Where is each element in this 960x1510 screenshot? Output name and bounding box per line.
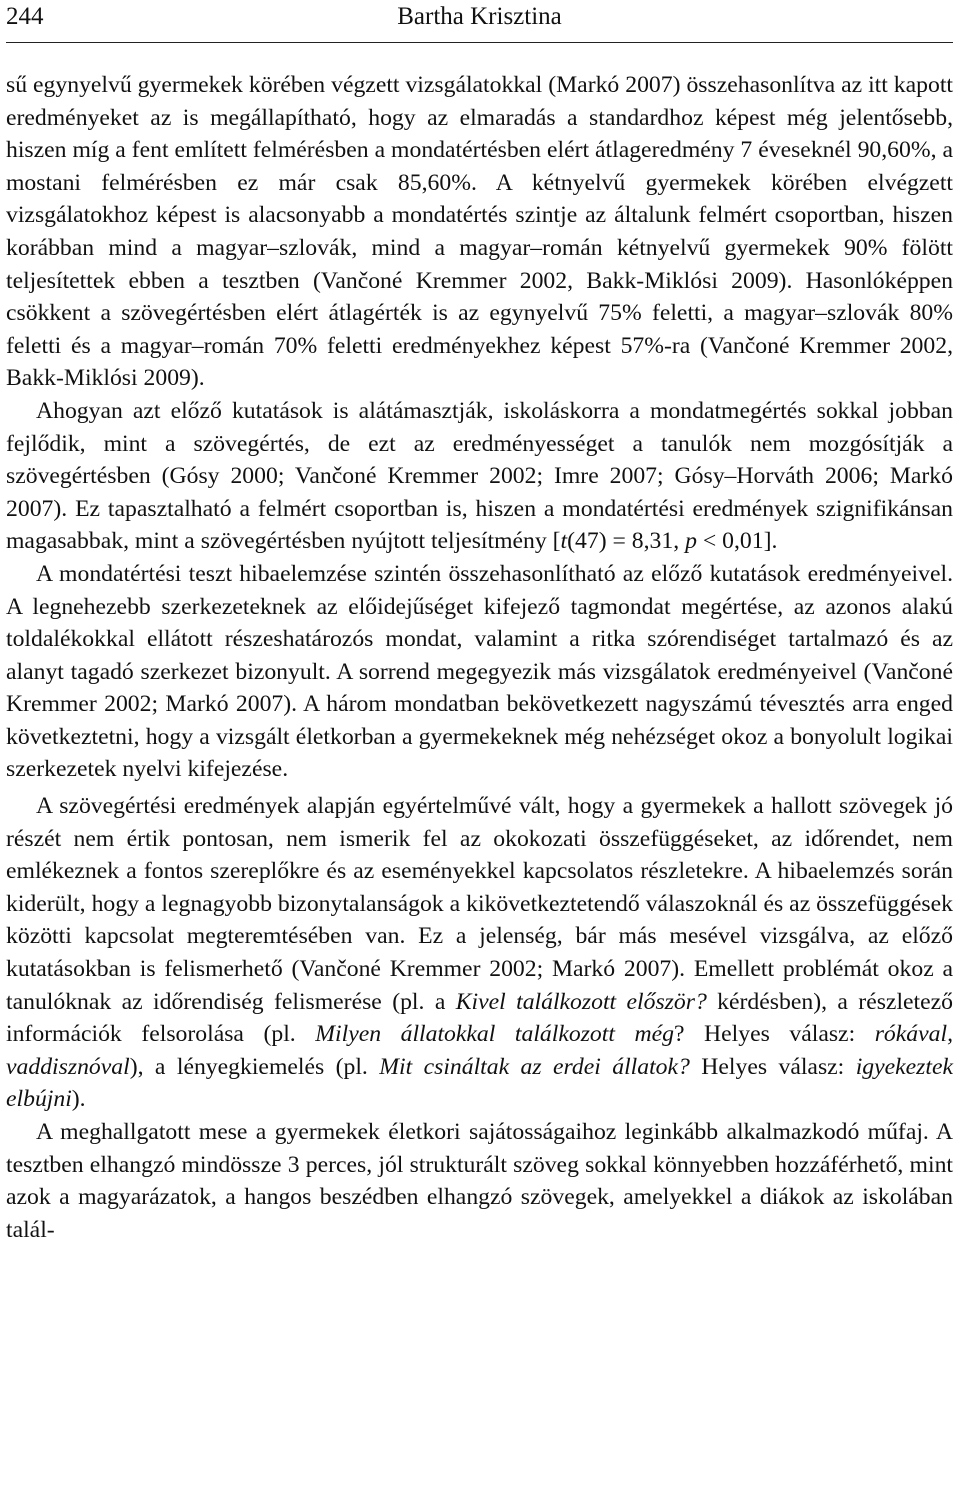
text-segment: A meghallgatott mese a gyermekek életkori sajátosságaihoz leginkább alkalmazkodó műfaj. A tesztben elhangzó mindössze 3 perces, jól strukturált szöveg sokkal könnyebben hozzáférhető, mint azok a magyarázatok, a hangos beszédben elhangzó szövegek, amelyekkel a diákok az iskolában talál- [6,1119,953,1243]
italic-answer: rókával, vaddisznóval [6,1021,953,1080]
text-segment: Helyes válasz: [689,1053,856,1080]
paragraph [6,1116,953,1246]
text-segment: < 0,01]. [696,528,778,555]
text-segment: ). [71,1086,86,1113]
paragraph [6,790,953,1116]
text-segment: kérdésben), a részletező információk felsorolása (pl. [6,988,953,1048]
italic-question: Kivel találkozott először? [455,988,707,1015]
body-text [6,69,953,1246]
text-segment: (47) = 8,31, [567,528,686,555]
italic-question: Mit csináltak az erdei állatok? [379,1053,690,1080]
text-segment: A mondatértési teszt hibaelemzése szintén összehasonlítható az előző kutatások eredményeivel. A legnehezebb szerkezeteknek az előidejűséget kifejező tagmondat megértése, az azonos alakú toldalékokkal ellátott részeshatározós mondat, valamint a ritka szórendiséget tartalmazó és az alanyt tagadó szerkezet bizonyult. A sorrend megegyezik más vizsgálatok eredményeivel (Vančoné Kremmer 2002; Markó 2007). A három mondatban bekövetkezett nagyszámú tévesztés arra enged következtetni, hogy a vizsgált életkorban a gyermekeknek még nehézséget okoz a bonyolult logikai szerkezetek nyelvi kifejezése. [6,560,953,783]
text-segment: A szövegértési eredmények alapján egyértelművé vált, hogy a gyermekek a hallott szövegek jó részét nem értik pontosan, nem ismerik fel az okokozati összefüggéseket, az időrendet, nem emlékeznek a fontos szereplőkre és az eseményekkel kapcsolatos részletekre. A hibaelemzés során kiderült, hogy a legnagyobb bizonytalanságok a kikövetkeztetendő válaszoknál és az összefüggések közötti kapcsolat megteremtésében van. Ez a jelenség, bár más mesével vizsgálva, az előző kutatásokban is felismerhető (Vančoné Kremmer 2002; Markó 2007). Emellett problémát okoz a tanulóknak az időrendiség felismerése (pl. a [6,793,953,1015]
running-header [6,0,953,43]
paragraph [6,395,953,558]
italic-question: Milyen állatokkal találkozott még [315,1021,674,1048]
running-title: Bartha Krisztina [397,3,562,30]
statistic-symbol-p: p [685,528,697,555]
text-segment: sű egynyelvű gyermekek körében végzett vizsgálatokkal (Markó 2007) összehasonlítva az itt kapott eredményeket az is megállapítható, hogy az elmaradás a standardhoz képest még jelentősebb, hiszen míg a fent említett felmérésben a mondatértésben elért átlageredmény 7 éveseknél 90,60%, a mostani felmérésben ez már csak 85,60%. A kétnyelvű gyermekek körében elvégzett vizsgálatokhoz képest is alacsonyabb a mondatértés szintje az általunk felmért csoportban, hiszen korábban mind a magyar–szlovák, mind a magyar–román kétnyelvű gyermekek 90% fölött teljesítettek ebben a tesztben (Vančoné Kremmer 2002, Bakk-Miklósi 2009). Hasonlóképpen csökkent a szövegértésben elért átlagérték is az egynyelvű 75% feletti, a magyar–szlovák 80% feletti és a magyar–román 70% feletti eredményekhez képest 57%-ra (Vančoné Kremmer 2002, Bakk-Miklósi 2009). [6,72,953,392]
italic-answer: igyekeztek elbújni [6,1053,953,1113]
paragraph [6,558,953,786]
text-segment: ), a lényegkiemelés (pl. [129,1053,380,1080]
statistic-symbol-t: t [560,528,568,555]
paragraph-continued [6,69,953,395]
text-segment: ? Helyes válasz: [673,1021,875,1048]
text-segment: Ahogyan azt előző kutatások is alátámasztják, iskoláskorra a mondatmegértés sokkal jobban fejlődik, mint a szövegértés, de ezt az eredményességet a tanulók nem mozgósítják a szövegértésben (Gósy 2000; Vančoné Kremmer 2002; Imre 2007; Gósy–Horváth 2006; Markó 2007). Ez tapasztalható a felmért csoportban is, hiszen a mondatértési eredmények szignifikánsan magasabbak, mint a szövegértésben nyújtott teljesítmény [ [6,397,953,555]
document-page [6,0,953,1246]
page-number: 244 [6,3,44,30]
